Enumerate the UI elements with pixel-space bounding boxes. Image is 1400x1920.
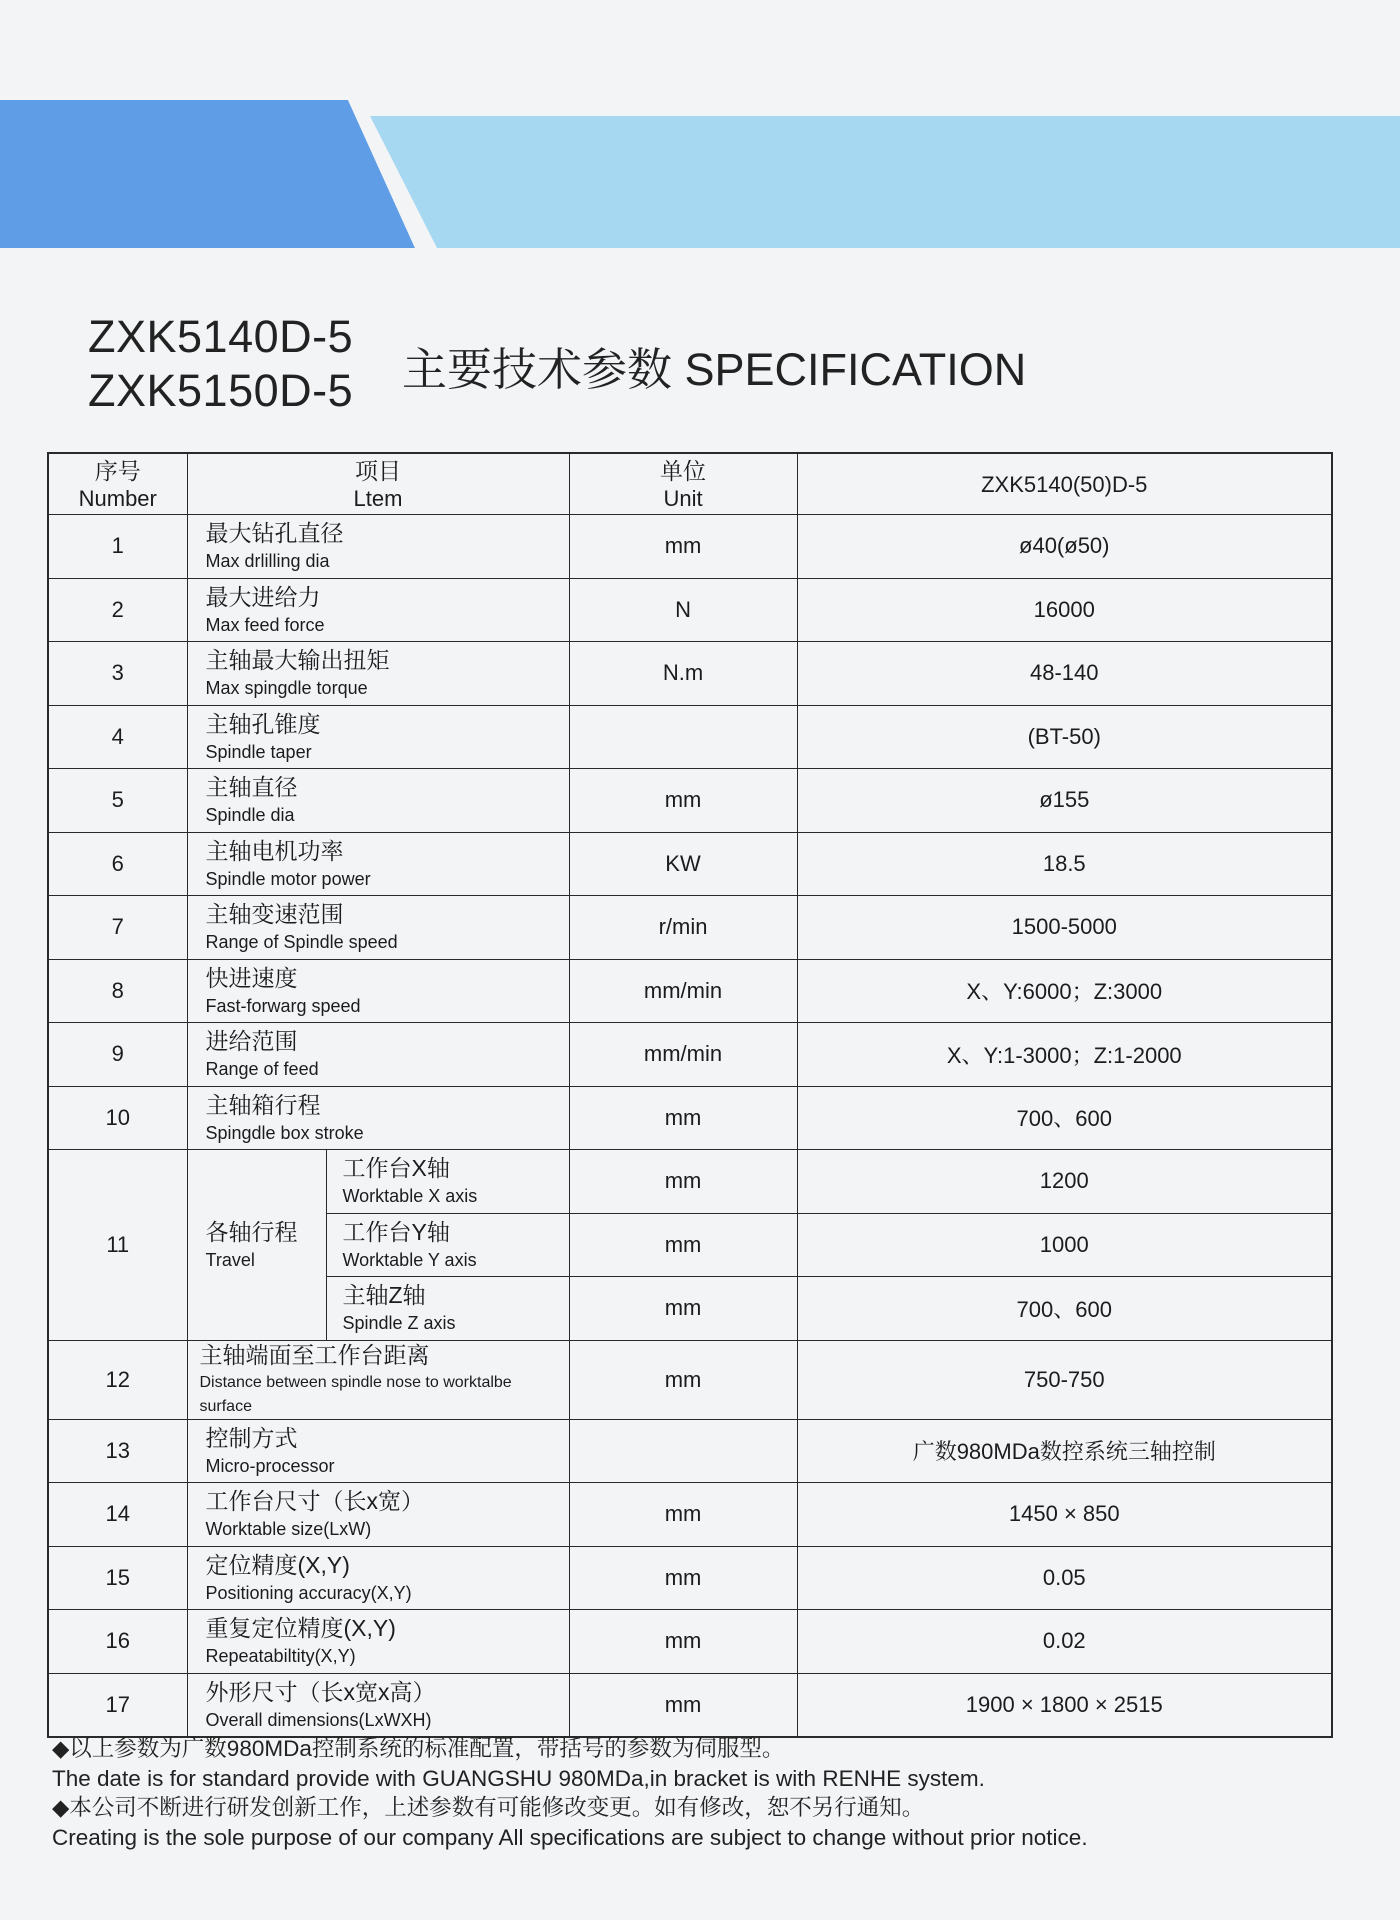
row-unit: mm (569, 1150, 797, 1214)
table-row (48, 769, 1332, 833)
row-unit: r/min (569, 896, 797, 960)
row-number: 8 (48, 959, 187, 1023)
header-item: 项目 Ltem (187, 453, 569, 515)
row-value: 48-140 (797, 642, 1332, 706)
table-row (48, 515, 1332, 579)
table-row (48, 1086, 1332, 1150)
row-number: 10 (48, 1086, 187, 1150)
row-value: 0.05 (797, 1546, 1332, 1610)
row-value: 1450 × 850 (797, 1483, 1332, 1547)
row-value: 700、600 (797, 1086, 1332, 1150)
row-unit: mm (569, 1546, 797, 1610)
row-value: ø40(ø50) (797, 515, 1332, 579)
row-unit: mm (569, 1277, 797, 1341)
row-item: 外形尺寸（长x宽x高） Overall dimensions(LxWXH) (187, 1673, 569, 1737)
row-value: X、Y:1-3000；Z:1-2000 (797, 1023, 1332, 1087)
row-item: 最大钻孔直径 Max drlilling dia (187, 515, 569, 579)
row-value: 700、600 (797, 1277, 1332, 1341)
row-item: 主轴端面至工作台距离 Distance between spindle nose to worktalbe surface (187, 1340, 569, 1419)
table-row-travel-x (48, 1150, 1332, 1214)
travel-sub-item: 主轴Z轴 Spindle Z axis (326, 1277, 569, 1341)
table-row (48, 1546, 1332, 1610)
row-value: (BT-50) (797, 705, 1332, 769)
table-row (48, 832, 1332, 896)
row-item: 主轴箱行程 Spingdle box stroke (187, 1086, 569, 1150)
row-value: 16000 (797, 578, 1332, 642)
table-row (48, 959, 1332, 1023)
table-row (48, 1610, 1332, 1674)
row-value: X、Y:6000；Z:3000 (797, 959, 1332, 1023)
row-number: 14 (48, 1483, 187, 1547)
row-unit: N.m (569, 642, 797, 706)
row-item: 最大进给力 Max feed force (187, 578, 569, 642)
model-names (88, 310, 353, 418)
row-number: 4 (48, 705, 187, 769)
table-row (48, 896, 1332, 960)
row-item: 主轴变速范围 Range of Spindle speed (187, 896, 569, 960)
row-value: 18.5 (797, 832, 1332, 896)
note-en-2: Creating is the sole purpose of our company All specifications are subject to change without prior notice. (52, 1824, 1088, 1850)
row-unit: mm (569, 1213, 797, 1277)
row-unit: N (569, 578, 797, 642)
row-unit: mm (569, 1673, 797, 1737)
travel-sub-item: 工作台X轴 Worktable X axis (326, 1150, 569, 1214)
header-band-light (370, 116, 1400, 248)
row-item: 主轴直径 Spindle dia (187, 769, 569, 833)
row-value: 广数980MDa数控系统三轴控制 (797, 1419, 1332, 1483)
note-en-1: The date is for standard provide with GUANGSHU 980MDa,in bracket is with RENHE system. (52, 1765, 985, 1791)
row-unit: mm/min (569, 1023, 797, 1087)
row-value: ø155 (797, 769, 1332, 833)
row-number: 3 (48, 642, 187, 706)
row-value: 1900 × 1800 × 2515 (797, 1673, 1332, 1737)
row-value: 1000 (797, 1213, 1332, 1277)
row-value: 1500-5000 (797, 896, 1332, 960)
travel-group-label: 各轴行程 Travel (187, 1150, 326, 1341)
row-unit: KW (569, 832, 797, 896)
row-unit: mm/min (569, 959, 797, 1023)
row-number: 13 (48, 1419, 187, 1483)
row-item: 主轴最大输出扭矩 Max spingdle torque (187, 642, 569, 706)
header-band-dark (0, 100, 415, 248)
table-header-row (48, 453, 1332, 515)
note-cn-2: ◆本公司不断进行研发创新工作，上述参数有可能修改变更。如有修改，恕不另行通知。 (52, 1795, 925, 1820)
row-unit: mm (569, 1483, 797, 1547)
model-name-2: ZXK5150D-5 (88, 365, 354, 416)
row-item: 重复定位精度(X,Y) Repeatabiltity(X,Y) (187, 1610, 569, 1674)
row-number: 5 (48, 769, 187, 833)
travel-sub-item: 工作台Y轴 Worktable Y axis (326, 1213, 569, 1277)
row-number: 12 (48, 1340, 187, 1419)
row-number: 1 (48, 515, 187, 579)
row-item: 进给范围 Range of feed (187, 1023, 569, 1087)
table-row (48, 1483, 1332, 1547)
row-value: 1200 (797, 1150, 1332, 1214)
table-row (48, 1023, 1332, 1087)
row-unit (569, 705, 797, 769)
row-item: 主轴电机功率 Spindle motor power (187, 832, 569, 896)
row-value: 0.02 (797, 1610, 1332, 1674)
row-item: 定位精度(X,Y) Positioning accuracy(X,Y) (187, 1546, 569, 1610)
row-unit: mm (569, 515, 797, 579)
table-row (48, 578, 1332, 642)
row-number: 7 (48, 896, 187, 960)
page-title: 主要技术参数 SPECIFICATION (402, 344, 1027, 395)
row-unit: mm (569, 769, 797, 833)
row-unit (569, 1419, 797, 1483)
note-cn-1: ◆以上参数为广数980MDa控制系统的标准配置，带括号的参数为伺服型。 (52, 1736, 785, 1761)
header-unit: 单位 Unit (569, 453, 797, 515)
header-number: 序号 Number (48, 453, 187, 515)
row-number: 17 (48, 1673, 187, 1737)
row-number: 15 (48, 1546, 187, 1610)
row-unit: mm (569, 1086, 797, 1150)
row-unit: mm (569, 1340, 797, 1419)
row-item: 快进速度 Fast-forwarg speed (187, 959, 569, 1023)
row-number: 11 (48, 1150, 187, 1341)
row-value: 750-750 (797, 1340, 1332, 1419)
table-row (48, 1340, 1332, 1419)
row-unit: mm (569, 1610, 797, 1674)
row-number: 6 (48, 832, 187, 896)
row-item: 工作台尺寸（长x宽） Worktable size(LxW) (187, 1483, 569, 1547)
table-row (48, 705, 1332, 769)
row-number: 16 (48, 1610, 187, 1674)
row-number: 2 (48, 578, 187, 642)
table-row (48, 1419, 1332, 1483)
table-row (48, 1673, 1332, 1737)
header-color-band (0, 100, 1400, 248)
row-item: 主轴孔锥度 Spindle taper (187, 705, 569, 769)
row-item: 控制方式 Micro-processor (187, 1419, 569, 1483)
footnotes (52, 1734, 1088, 1852)
model-name-1: ZXK5140D-5 (88, 311, 354, 362)
table-row (48, 642, 1332, 706)
row-number: 9 (48, 1023, 187, 1087)
header-model: ZXK5140(50)D-5 (797, 453, 1332, 515)
specification-table (47, 452, 1333, 1738)
